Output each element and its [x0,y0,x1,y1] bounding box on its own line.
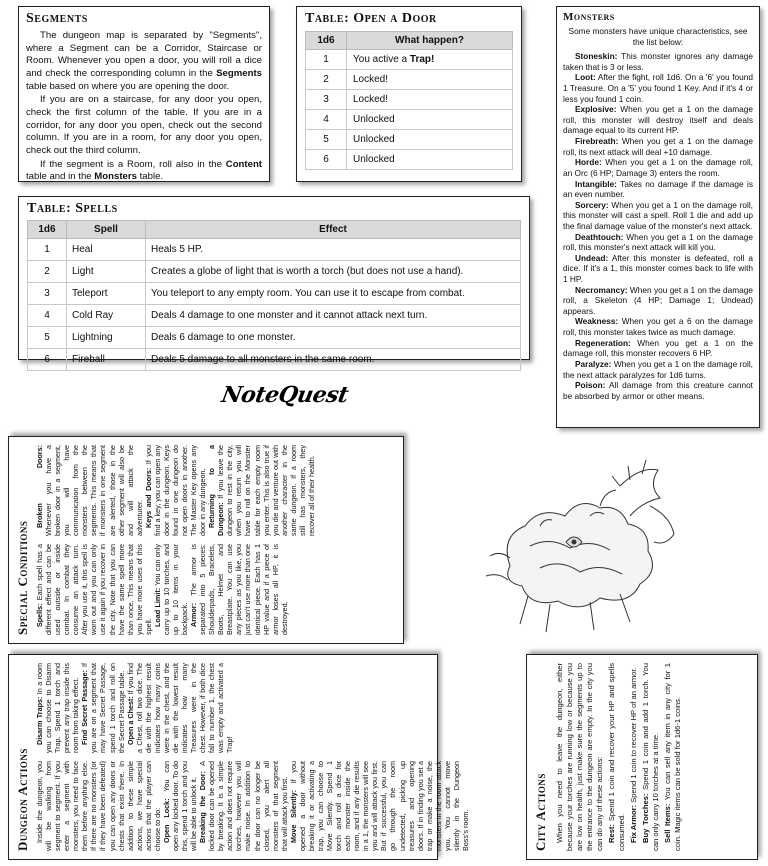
spell-effect-cell: Deals 4 damage to one monster and it cannot attack next turn. [146,305,521,327]
notequest-logo: NoteQuest [219,382,351,408]
list-item: Load Limit: You can only carry up to 10 torches, and up to 10 items in your backpack. [152,544,189,635]
spell-name-cell: Cold Ray [67,305,146,327]
list-item: Horde: When you get a 1 on the damage roll, an Orc (6 HP; Damage 3) enters the room. [563,157,753,178]
table-row [28,349,521,371]
spell-roll-cell: 5 [28,327,67,349]
table-row [28,305,521,327]
list-item: Sell Items: You can sell any item in any city for 1 coin. Magic items can be sold for 1d6-1 coins. [663,663,683,851]
spell-effect-cell: Deals 5 damage to all monsters in the same room. [146,349,521,371]
segments-paragraph-2: If you are on a staircase, for any door you open, check the first column of the table. If you are in a corridor, for any door you open, check out the second column. If you are in a room, for any door you open, check out the third column. [26,94,262,156]
table-row [28,239,521,261]
open-door-table [305,31,513,170]
special-conditions-column-1 [35,544,316,635]
spell-effect-cell: Creates a globe of light that is worth a torch (but does not use a hand). [146,261,521,283]
city-actions-wrapper [526,654,758,860]
open-door-header-roll: 1d6 [306,32,347,50]
dungeon-actions-column-2 [35,663,470,753]
table-row [306,50,513,70]
table-row [28,261,521,283]
list-item: Open Lock: You can open any locked door. To do this, spend 1 torch and you will be able to unlock it. [161,761,199,851]
door-result-cell: Unlocked [347,110,513,130]
open-door-header-result: What happen? [347,32,513,50]
special-conditions-card [8,436,404,644]
special-conditions-title: Special Conditions [15,520,30,635]
list-item: Stoneskin: This monster ignores any damage taken that is 3 or less. [563,51,753,72]
monsters-list [563,26,753,401]
list-item: Returning to a Dungeon: If you leave the dungeon to rest in the city, when you return you will have to roll on the Monster table for each empty room you enter. This is also true if you die and venture out with another character in the same dungeon. If a room still has monsters, they recover all of their health. [207,445,316,536]
city-actions-body [555,663,683,851]
list-item: Broken Doors: Whenever you have a broken door in a segment, you will have communication from the monsters between the segments. This means that if monsters in one segment are alerted, those in the other segment will also be and will attack the adventurer. [35,445,144,536]
list-item: Breaking the Door: A locked door can be opened by breaking. It is a simple action and does not require torches, however you will make noise. In addition to the door can no longer be closed, you alert all monsters of that segment that will attack you first. [198,761,289,851]
list-item: Find Secret Passage: If you are on a segment that may have Secret Passage, spend 1 torch and roll on the Secret Passage table. [80,663,126,753]
list-item: Undead: After this monster is defeated, roll a dice. If it's a 1, this monster comes back to life with 1 HP. [563,252,753,285]
list-item: Disarm Traps: In a room you can choose to Disarm Trap. Spend 1 torch and prevent any trap inside this room from taking effect. [35,662,81,753]
dungeon-actions-wrapper [8,654,470,860]
segments-card [18,6,270,182]
segments-body [26,30,262,184]
table-row [306,150,513,170]
list-item: Buy Torches: Spend 1 coin and add 1 torch. You can only carry 10 torches at a time. [641,663,661,851]
list-item: Armor: The armor is separated into 5 pieces: Shoulderpads, Bracelets, Boots, Helmet and Breastplate. You can use any pieces as you like, you just can't use more than one identical piece. Each has 1 HP value and if a piece of armor loses all HP, it is destroyed. [189,544,289,635]
spells-rows [28,239,521,371]
door-roll-cell: 4 [306,110,347,130]
table-row [306,110,513,130]
list-item: Explosive: When you get a 1 on the damage roll, this monster will destroy itself and deals damage equal to its current HP. [563,104,753,136]
monsters-card [556,6,760,428]
table-row [306,90,513,110]
special-conditions-column-2 [35,445,316,536]
spell-roll-cell: 3 [28,283,67,305]
list-item: Open a Chest: If you find a Chest, roll two dice. The die with the highest result indicates how many coins were in the chest, and the die with the lowest result indicates how many Treasures were in the chest. However, if both dice fall to number 1, the chest was empty and activated a Trap! [125,663,235,753]
door-roll-cell: 5 [306,130,347,150]
dungeon-actions-title: Dungeon Actions [15,748,30,851]
list-item: Keys and Doors: If you find a key, you can open any door in the dungeon. Keys found in one dungeon do not open doors in another. The Master Key opens any door in any dungeon. [143,445,208,536]
list-item: Loot: After the fight, roll 1d6. On a '6' you found 1 Treasure. On a '5' you found 1 Key. And if it's 4 or less you found 1 coin. [563,72,753,104]
spell-effect-cell: Deals 6 damage to one monster. [146,327,521,349]
open-door-title: Table: Open a Door [305,11,437,26]
table-row [306,70,513,90]
table-row [306,130,513,150]
segments-title: Segments [26,11,88,26]
dungeon-actions-card [8,654,470,860]
door-result-cell: Locked! [347,70,513,90]
monster-illustration [470,446,690,646]
spell-roll-cell: 2 [28,261,67,283]
segments-paragraph-3: If the segment is a Room, roll also in the Content table and in the Monsters table. [26,158,262,183]
spells-title: Table: Spells [27,201,118,216]
open-door-card [296,6,522,182]
list-item: Rest: Spend 1 coin and recover your HP and spells consumed. [607,663,627,851]
door-result-cell: You active a Trap! [347,50,513,70]
spell-name-cell: Teleport [67,283,146,305]
list-item: Sorcery: When you get a 1 on the damage roll, this monster will cast a spell. Roll 1 die and add up the final damage value of the monster's next attack. [563,199,753,231]
spell-effect-cell: You teleport to any empty room. You can use it to escape from combat. [146,283,521,305]
table-row [28,283,521,305]
list-item: Paralyze: When you get a 1 on the damage roll, the next attack paralyzes for 1d6 turns. [563,358,753,380]
door-result-cell: Unlocked [347,150,513,170]
city-actions-card [526,654,758,860]
spell-roll-cell: 6 [28,349,67,371]
dungeon-actions-column-1 [35,761,470,851]
city-actions-intro: When you need to leave the dungeon, either because your torches are running low or because you are low on health, just make sure the segments up to the entrance to the dungeon are empty. In the city you can do any of these actions: [555,663,605,851]
spell-roll-cell: 1 [28,239,67,261]
spell-name-cell: Lightning [67,327,146,349]
list-item: Spells: Each spell has a different effect and can be used outside or inside combat. In combat they consume an attack turn. After you use it, this spell is worn out and you can only use it again if you recover in the city. Note that you can have the same spell more than once. This means that you have more uses of this spell. [35,544,153,635]
list-item: Weakness: When you get a 6 on the damage roll, this monster takes twice as much damage. [563,316,753,338]
special-conditions-wrapper [8,436,404,644]
door-roll-cell: 6 [306,150,347,170]
spell-name-cell: Heal [67,239,146,261]
spell-roll-cell: 4 [28,305,67,327]
dungeon-actions-intro: Inside the dungeon, you will be walking from segment to segment. If you enter a segment with monsters, you need to face them before anything else. If there are no monsters (or if they have been defeated) you can open any doors or chests that exist there. In addition to these simple actions, we have special actions that the player can choose to do: [35,761,162,851]
list-item: Intangible: Takes no damage if the damage is an even number. [563,178,753,200]
spells-table [27,220,521,371]
door-roll-cell: 3 [306,90,347,110]
spells-header-effect: Effect [146,221,521,239]
monsters-intro: Some monsters have unique characteristics, see the list below: [568,26,748,47]
door-roll-cell: 2 [306,70,347,90]
door-result-cell: Locked! [347,90,513,110]
list-item: Deathtouch: When you get a 1 on the damage roll, this monster's next attack will kill you. [563,231,753,253]
spell-effect-cell: Heals 5 HP. [146,239,521,261]
spells-header-roll: 1d6 [28,221,67,239]
table-row [28,327,521,349]
city-actions-title: City Actions [533,773,548,851]
spell-name-cell: Fireball [67,349,146,371]
monsters-title: Monsters [563,11,615,23]
spells-header-spell: Spell [67,221,146,239]
list-item: Necromancy: When you get a 1 on the damage roll, a Skeleton (4 HP; Damage 1; Undead) appears. [563,284,753,316]
spell-name-cell: Light [67,261,146,283]
list-item: Regeneration: When you get a 1 on the damage roll, this monster recovers 6 HP. [563,337,753,359]
open-door-rows [306,50,513,170]
list-item: Firebreath: When you get a 1 on the damage roll, its next attack will deal +10 damage. [563,136,753,157]
segments-paragraph-1: The dungeon map is separated by "Segments", where a Segment can be a Corridor, Staircase or Room. Whenever you open a door, you will roll a dice and check the corresponding column in the Segments table based on where you are opening the door. [26,30,262,92]
list-item: Poison: All damage from this creature cannot be absorbed by armor or other means. [563,380,753,401]
list-item: Fix Armor: Spend 1 coin to recover HP of an armor. [629,667,639,843]
door-roll-cell: 1 [306,50,347,70]
spells-card [18,196,530,365]
door-result-cell: Unlocked [347,130,513,150]
list-item: Move Silently: If you opened a door without breaking it or activating a trap, you can choose to Move Silently. Spend 1 torch and roll a dice for each monster inside the room, and if any die results in a 1, the monsters will see you and will attack you first. But if successful, you can go through the room undetected, picking up treasures and opening doors. If in finding you set a trap or make a noise, the monsters in the room attack you. You cannot move silently in the Dungeon Boss's room. [288,760,470,851]
